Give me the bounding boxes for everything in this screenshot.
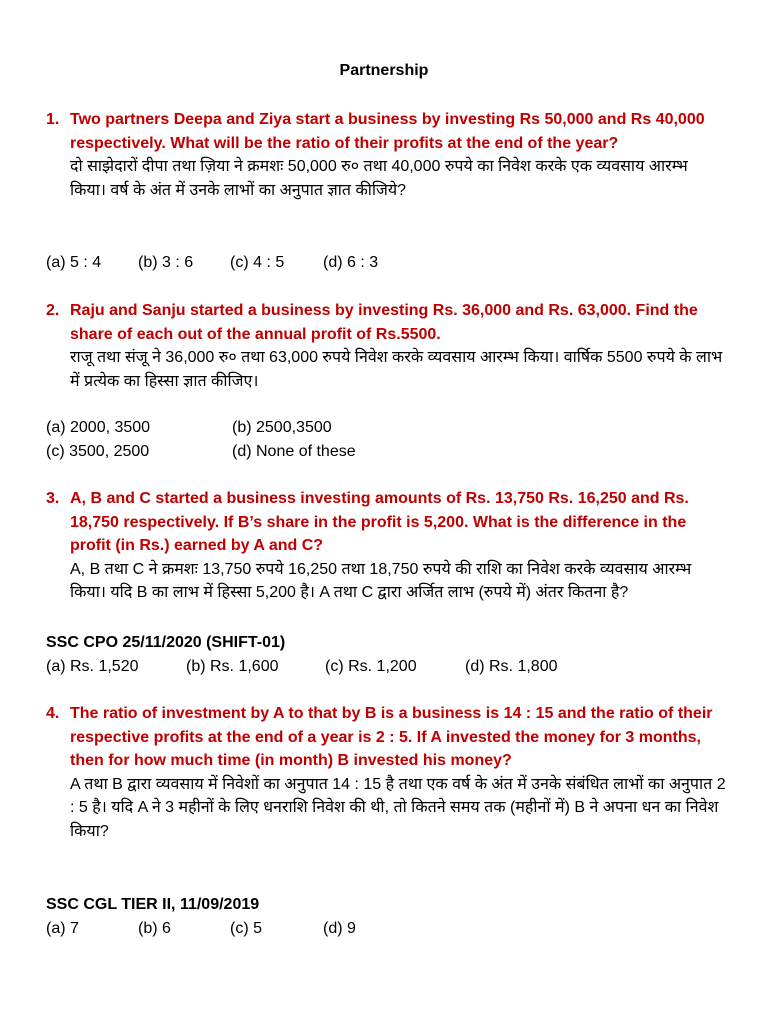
option-d: (d) Rs. 1,800 [465,657,558,675]
question-4 [46,702,726,843]
question-number: 2. [46,302,60,319]
option-d: (d) 9 [323,919,356,937]
option-c: (c) 4 : 5 [230,254,285,271]
options-1 [46,251,726,275]
exam-source: SSC CPO 25/11/2020 (SHIFT-01) [46,634,286,651]
option-a: (a) 2000, 3500 [46,419,151,436]
option-d: (d) 6 : 3 [323,254,379,271]
option-b: (b) 6 [138,919,171,937]
question-1 [46,108,726,202]
question-hindi-text: दो साझेदारों दीपा तथा ज़िया ने क्रमशः 50,000 रु० तथा 40,000 रुपये का निवेश करके एक व्यवसाय आरम्भ किया। वर्ष के अंत में उनके लाभों का अनुपात ज्ञात कीजिये? [70,158,688,199]
question-text: The ratio of investment by A to that by B is a business is 14 : 15 and the ratio of their respective profits at the end of a year is 2 : 5. If A invested the money for 3 months, then for how much time (in month) B invested his money? [70,705,713,769]
option-a: (a) 7 [46,919,79,937]
question-number: 3. [46,490,60,507]
question-hindi-text: A, B तथा C ने क्रमशः 13,750 रुपये 16,250 तथा 18,750 रुपये की राशि का निवेश करके व्यवसाय आरम्भ किया। यदि B का लाभ में हिस्सा 5,200 है। A तथा C द्वारा अर्जित लाभ (रुपये में) अंतर कितना है? [70,560,692,601]
option-b: (b) 3 : 6 [138,254,194,271]
question-text: A, B and C started a business investing amounts of Rs. 13,750 Rs. 16,250 and Rs. 18,750 respectively. If B’s share in the profit is 5,200. What is the difference in the profit (in Rs.) earned by A and C? [70,490,689,554]
source-3 [46,631,726,678]
question-hindi-text: राजू तथा संजू ने 36,000 रु० तथा 63,000 रुपये निवेश करके व्यवसाय आरम्भ किया। वार्षिक 5500 रुपये के लाभ में प्रत्येक का हिस्सा ज्ञात कीजिए। [70,349,723,390]
option-a: (a) 5 : 4 [46,254,102,271]
options-2 [46,416,726,463]
question-hindi-text: A तथा B द्वारा व्यवसाय में निवेशों का अनुपात 14 : 15 है तथा एक वर्ष के अंत में उनके संबंधित लाभों का अनुपात 2 : 5 है। यदि A ने 3 महीनों के लिए धनराशि निवेश की थी, तो कितने समय तक (महीनों में) B ने अपना धन का निवेश किया? [70,775,726,840]
question-text: Two partners Deepa and Ziya start a business by investing Rs 50,000 and Rs 40,000 respectively. What will be the ratio of their profits at the end of the year? [70,111,705,152]
question-text: Raju and Sanju started a business by investing Rs. 36,000 and Rs. 63,000. Find the share of each out of the annual profit of Rs.5500. [70,302,698,343]
option-b: (b) 2500,3500 [232,419,332,436]
option-a: (a) Rs. 1,520 [46,657,139,675]
question-number: 1. [46,111,60,128]
question-number: 4. [46,705,60,722]
exam-source: SSC CGL TIER II, 11/09/2019 [46,896,260,913]
source-4 [46,893,726,940]
page-title: Partnership [339,62,429,79]
option-c: (c) Rs. 1,200 [325,657,417,675]
option-b: (b) Rs. 1,600 [186,657,279,675]
question-2 [46,299,726,393]
question-3 [46,487,726,605]
option-c: (c) 3500, 2500 [46,442,150,460]
option-d: (d) None of these [232,442,356,460]
option-c: (c) 5 [230,919,262,937]
